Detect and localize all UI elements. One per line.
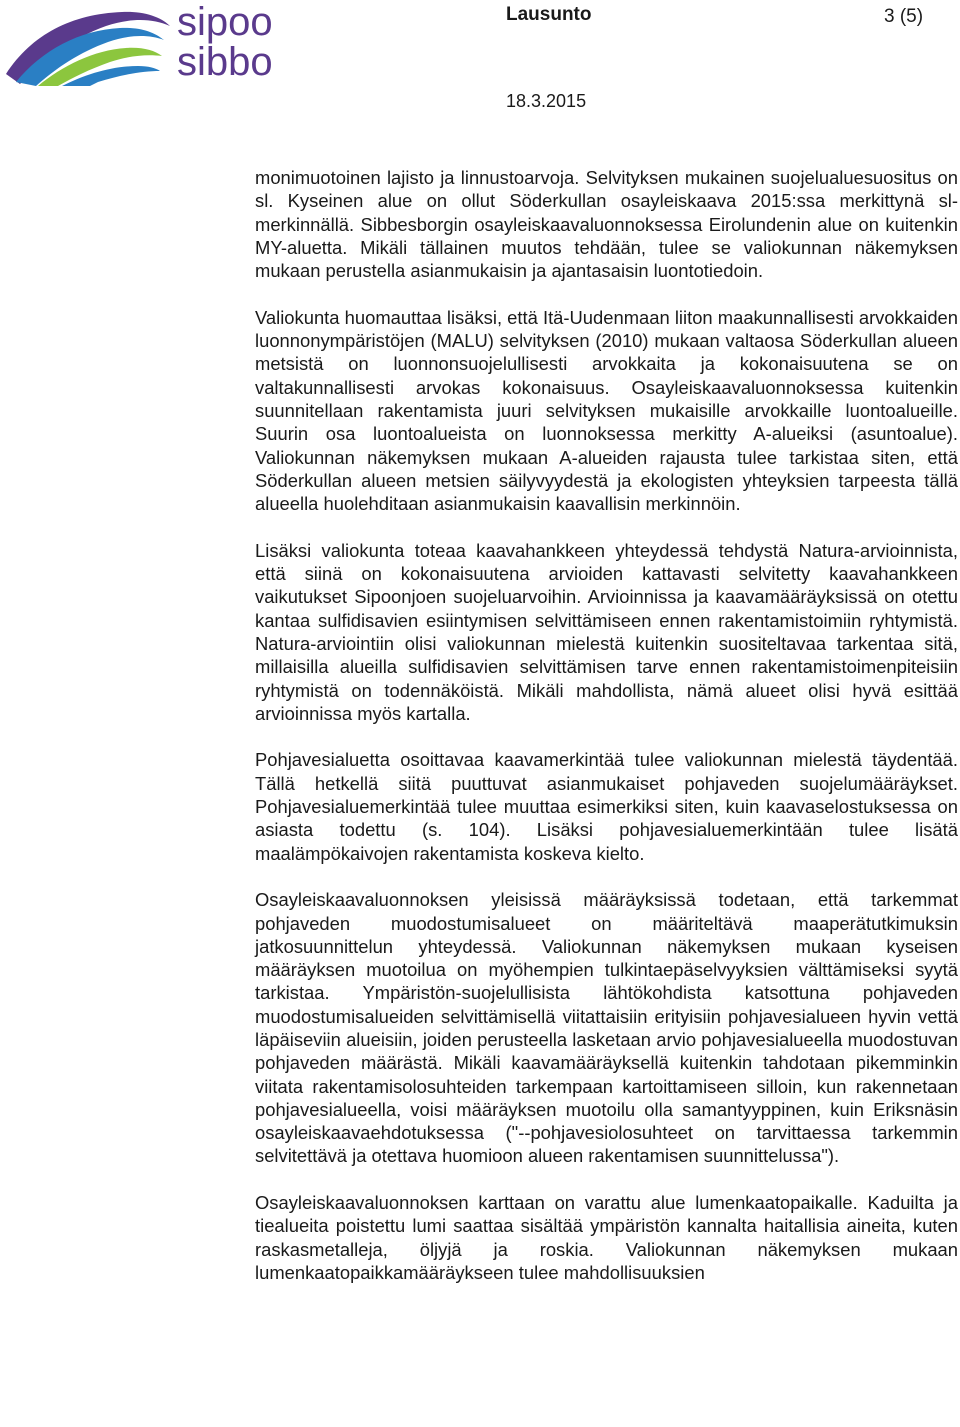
sipoo-wave-logo-icon: [2, 4, 172, 86]
document-type: Lausunto: [506, 4, 592, 25]
document-body: [255, 166, 958, 1308]
body-paragraph: monimuotoinen lajisto ja linnustoarvoja. Selvityksen mukainen suojelualuesuositus on sl. Kyseinen alue on ollut Söderkullan osayleiskaava 2015:ssa merkittynä sl-merkinnällä. Sibbesborgin osayleiskaavaluonnoksessa Eirolundenin alue on kuitenkin MY-aluetta. Mikäli tällainen muutos tehdään, tulee se valiokunnan näkemyksen mukaan perustella asianmukaisin ja ajantasaisin luontotiedoin.: [255, 167, 958, 282]
page-number: 3 (5): [884, 6, 924, 27]
document-date: 18.3.2015: [506, 91, 587, 111]
body-paragraph: Lisäksi valiokunta toteaa kaavahankkeen yhteydessä tehdystä Natura-arvioinnista, että siinä on kokonaisuutena arvioiden kattavasti selvitetty kaavahankkeen vaikutukset Sipoonjoen suojeluarvoihin. Arvioinnissa ja kaavamääräyksissä on otettu kantaa sulfidisavien esiintymisen selvittämiseen ennen rakentamistoimiin ryhtymistä. Natura-arviointiin olisi valiokunnan mielestä kuitenkin suositeltavaa tarkentaa sitä, millaisilla alueilla sulfidisavien selvittämisen tarve ennen rakentamistoimenpiteisiin ryhtymistä on todennäköistä. Mikäli mahdollista, nämä alueet olisi hyvä esittää arvioinnissa myös kartalla.: [255, 539, 958, 724]
logo-text-sipoo: sipoo: [177, 0, 273, 44]
body-paragraph: Pohjavesialuetta osoittavaa kaavamerkintää tulee valiokunnan mielestä täydentää. Tällä hetkellä siitä puuttuvat asianmukaiset pohjaveden suojelumääräykset. Pohjavesialuemerkintää tulee muuttaa esimerkiksi siten, kuin kaavaselostuksessa on asiasta todettu (s. 104). Lisäksi pohjavesialuemerkintään tulee lisätä maalämpökaivojen rakentamista koskeva kielto.: [255, 749, 958, 864]
body-paragraph: Osayleiskaavaluonnoksen karttaan on varattu alue lumenkaatopaikalle. Kaduilta ja tiealueita poistettu lumi saattaa sisältää ympäristön kannalta haitallisia aineita, kuten raskasmetalleja, öljyjä ja roskia. Valiokunnan näkemyksen mukaan lumenkaatopaikkamääräykseen tulee mahdollisuuksien: [255, 1192, 958, 1283]
sipoo-sibbo-logo: [0, 0, 300, 90]
body-paragraph: Valiokunta huomauttaa lisäksi, että Itä-Uudenmaan liiton maakunnallisesti arvokkaiden luonnonympäristöjen (MALU) selvityksen (2010) mukaan valtaosa Söderkullan alueen metsistä on luonnonsuojelullisesti arvokkaita ja kokonaisuutena se on valtakunnallisesti arvokas kokonaisuus. Osayleiskaavaluonnoksessa kuitenkin suunnitellaan rakentamista juuri selvityksen mukaisille arvokkaille luontoalueille. Suurin osa luontoalueista on luonnoksessa merkitty A-alueiksi (asuntoalue). Valiokunnan näkemyksen mukaan A-alueiden rajausta tulee tarkistaa siten, että Söderkullan alueen metsien säilyvyydestä ja ekologisten yhteyksien tarpeesta tällä alueella huolehditaan asianmukaisin kaavallisin merkinnöin.: [255, 306, 958, 515]
body-paragraph: Osayleiskaavaluonnoksen yleisissä määräyksissä todetaan, että tarkemmat pohjaveden muodostumisalueet on määriteltävä maaperätutkimuksin jatkosuunnittelun yhteydessä. Valiokunnan näkemyksen mukaan kyseisen määräyksen muotoilua on myöhempien tulkintaepäselvyyksien välttämiseksi syytä tarkistaa. Ympäristön-suojelullisista lähtökohdista katsottuna pohjaveden muodostumisalueiden selvittämisellä viitattaisiin erityisiin pohjavesialueen hyvin vettä läpäiseviin alueisiin, joiden perusteella lasketaan arvio pohjavesialueella muodostuvan pohjaveden määrästä. Mikäli kaavamääräyksellä kuitenkin tahdotaan pikemminkin viitata rakentamisolosuhteiden tarkempaan kartoittamiseen silloin, kun rakennetaan pohjavesialueella, voisi määräyksen muotoilu olla samantyyppinen, kuin Eriksnäsin osayleiskaavaehdotuksessa ("--pohjavesiolosuhteet on tarvittaessa tarkemmin selvitettävä ja otettava huomioon alueen rakentamisen suunnittelussa").: [255, 889, 958, 1167]
logo-text-sibbo: sibbo: [177, 40, 273, 84]
logo-wordmark: [177, 2, 273, 82]
